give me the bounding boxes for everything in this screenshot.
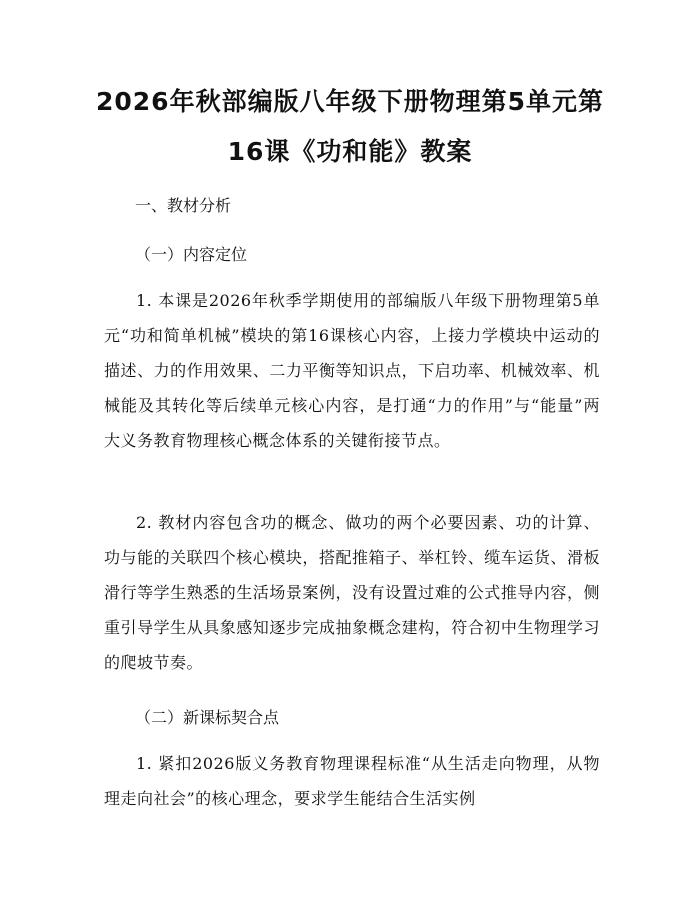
document-title-line-1: 2026年秋部编版八年级下册物理第5单元第 — [96, 87, 604, 116]
document-title-line-2: 16课《功和能》教案 — [227, 137, 473, 166]
section-heading-textbook-analysis: 一、教材分析 — [135, 196, 232, 215]
paragraph-content-positioning-2: 2. 教材内容包含功的概念、做功的两个必要因素、功的计算、功与能的关联四个核心模块，搭配推箱子、举杠铃、缆车运货、滑板滑行等学生熟悉的生活场景案例，没有设置过难的公式推导内容，侧重引导学生从具象感知逐步完成抽象概念建构，符合初中生物理学习的爬坡节奏。 — [104, 513, 600, 672]
subsection-heading-content-positioning: （一）内容定位 — [135, 245, 248, 264]
subsection-heading-curriculum-alignment: （二）新课标契合点 — [135, 708, 280, 727]
paragraph-curriculum-alignment-1: 1. 紧扣2026版义务教育物理课程标准“从生活走向物理，从物理走向社会”的核心理念，要求学生能结合生活实例 — [104, 754, 600, 808]
paragraph-content-positioning-1: 1. 本课是2026年秋季学期使用的部编版八年级下册物理第5单元“功和简单机械”模块的第16课核心内容，上接力学模块中运动的描述、力的作用效果、二力平衡等知识点，下启功率、机械效率、机械能及其转化等后续单元核心内容，是打通“力的作用”与“能量”两大义务教育物理核心概念体系的关键衔接节点。 — [104, 291, 600, 450]
